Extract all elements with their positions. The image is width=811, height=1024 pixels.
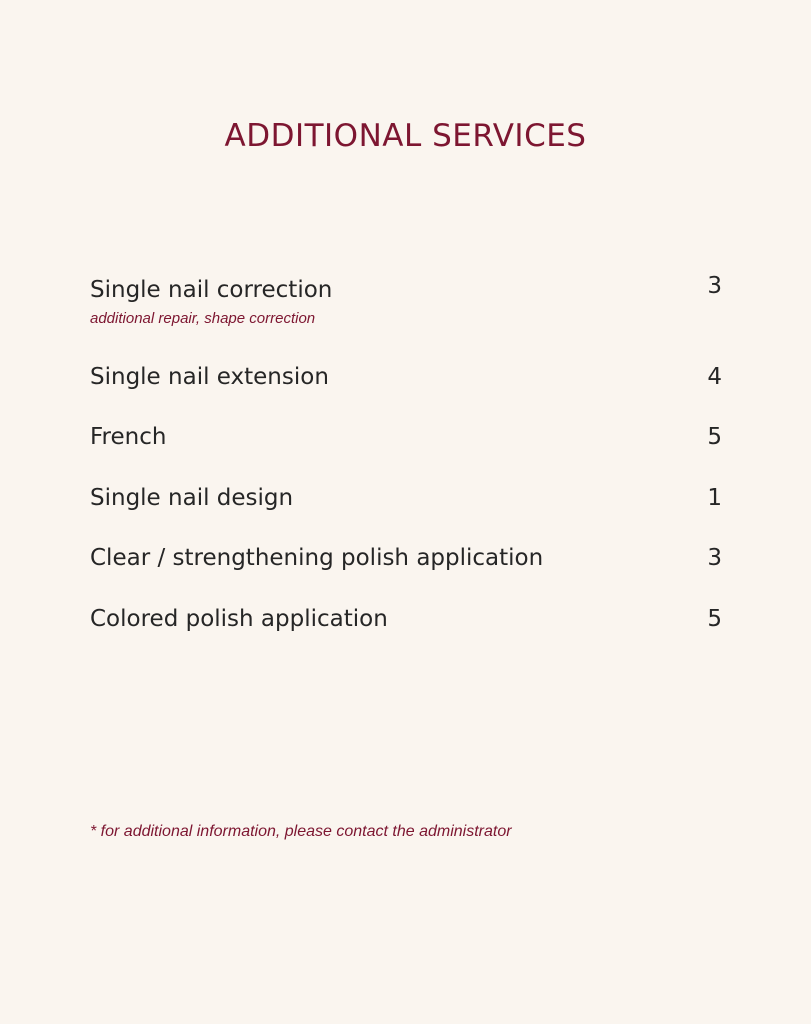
service-name: Single nail extension	[90, 364, 329, 390]
service-note: additional repair, shape correction	[90, 310, 316, 327]
service-price: 3	[707, 545, 722, 571]
service-name: French	[90, 424, 167, 450]
service-price: 3	[707, 273, 722, 299]
page-title: ADDITIONAL SERVICES	[224, 118, 587, 154]
service-price: 4	[707, 364, 722, 390]
service-row-colored-polish-application	[90, 606, 722, 636]
service-name: Clear / strengthening polish application	[90, 545, 544, 571]
service-price: 5	[707, 424, 722, 450]
service-name: Single nail correction	[90, 277, 333, 303]
service-name: Single nail design	[90, 485, 294, 511]
service-row-single-nail-extension	[90, 364, 722, 394]
service-name: Colored polish application	[90, 606, 388, 632]
service-row-single-nail-design	[90, 485, 722, 515]
footnote: * for additional information, please contact the administrator	[90, 823, 512, 840]
service-row-french	[90, 424, 722, 454]
service-row-single-nail-correction	[90, 273, 722, 337]
service-price: 1	[707, 485, 722, 511]
service-price: 5	[707, 606, 722, 632]
service-row-clear-polish-application	[90, 545, 722, 575]
